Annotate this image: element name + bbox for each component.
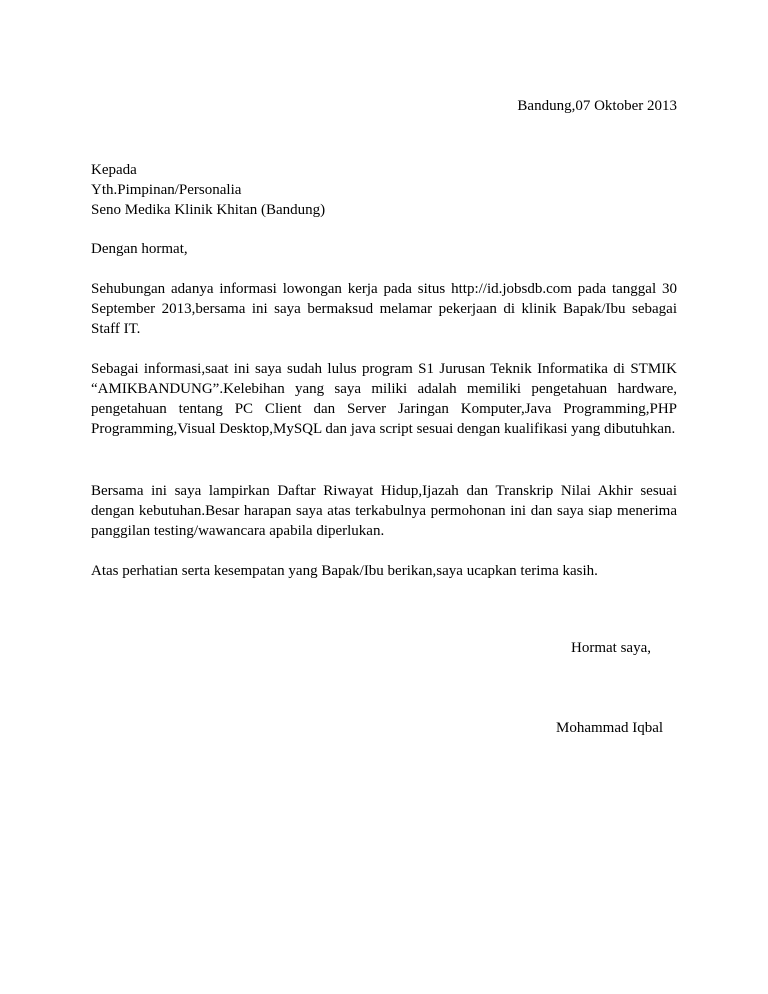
recipient-line-company: Seno Medika Klinik Khitan (Bandung) bbox=[91, 202, 326, 218]
closing-text: Hormat saya, bbox=[571, 640, 651, 656]
recipient-block bbox=[91, 160, 677, 220]
salutation: Dengan hormat, bbox=[91, 241, 188, 257]
paragraph-qualifications: Sebagai informasi,saat ini saya sudah lulus program S1 Jurusan Teknik Informatika di STMIK “AMIKBANDUNG”.Kelebihan yang saya miliki adalah memiliki pengetahuan hardware, pengetahuan tentang PC Client dan Server Jaringan Komputer,Java Programming,PHP Programming,Visual Desktop,MySQL dan java script sesuai dengan kualifikasi yang dibutuhkan. bbox=[91, 361, 677, 437]
recipient-line-title: Yth.Pimpinan/Personalia bbox=[91, 182, 242, 198]
recipient-line-kepada: Kepada bbox=[91, 162, 137, 178]
signer-name: Mohammad Iqbal bbox=[556, 720, 664, 736]
paragraph-attachments: Bersama ini saya lampirkan Daftar Riwayat Hidup,Ijazah dan Transkrip Nilai Akhir sesuai dengan kebutuhan.Besar harapan saya atas terkabulnya permohonan ini dan saya siap menerima panggilan testing/wawancara apabila diperlukan. bbox=[91, 483, 677, 539]
letter-date: Bandung,07 Oktober 2013 bbox=[517, 98, 677, 114]
paragraph-thanks: Atas perhatian serta kesempatan yang Bapak/Ibu berikan,saya ucapkan terima kasih. bbox=[91, 563, 598, 579]
paragraph-intro: Sehubungan adanya informasi lowongan kerja pada situs http://id.jobsdb.com pada tanggal 30 September 2013,bersama ini saya bermaksud melamar pekerjaan di klinik Bapak/Ibu sebagai Staff IT. bbox=[91, 281, 677, 337]
